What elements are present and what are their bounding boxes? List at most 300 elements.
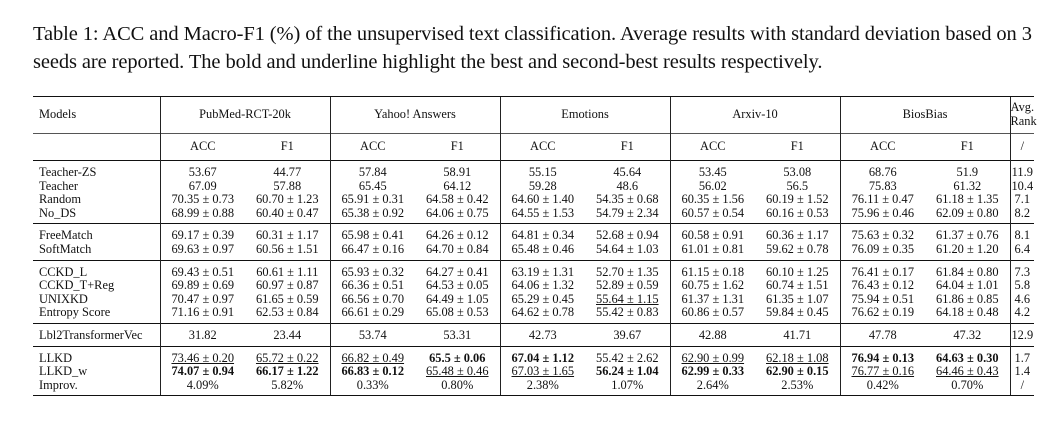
cell-value: 48.6 xyxy=(616,178,639,193)
cell-value: 61.20 ± 1.20 xyxy=(936,241,999,256)
avg-rank-cell: 10.4 xyxy=(1011,178,1034,193)
f1-cell xyxy=(245,346,330,365)
f1-cell xyxy=(585,293,670,307)
f1-cell xyxy=(415,224,500,243)
cell-value: 64.26 ± 0.12 xyxy=(425,228,489,243)
cell-value: 45.64 xyxy=(613,165,642,179)
avg-rank-header-line1: Avg. xyxy=(1010,100,1035,115)
f1-cell xyxy=(245,161,330,180)
table-row xyxy=(33,346,1034,365)
cell-value: 0.70% xyxy=(951,377,984,392)
model-name: SoftMatch xyxy=(39,241,92,256)
cell-value: 54.79 ± 2.34 xyxy=(596,205,659,220)
cell-value: 60.35 ± 1.56 xyxy=(681,192,745,207)
cell-value: 64.55 ± 1.53 xyxy=(511,205,575,220)
cell-value: 76.41 ± 0.17 xyxy=(851,264,915,279)
cell-value: 76.09 ± 0.35 xyxy=(851,241,915,256)
cell-value: 44.77 xyxy=(273,165,302,179)
cell-value: 65.5 ± 0.06 xyxy=(429,350,486,365)
cell-value: 47.78 xyxy=(868,327,897,342)
cell-value: 71.16 ± 0.91 xyxy=(171,305,235,320)
acc-cell xyxy=(500,306,585,323)
cell-value: 68.99 ± 0.88 xyxy=(171,205,235,220)
cell-value: 61.84 ± 0.80 xyxy=(936,264,999,279)
cell-value: 67.03 ± 1.65 xyxy=(511,364,575,379)
cell-value: 56.02 xyxy=(698,178,727,193)
f1-cell xyxy=(245,365,330,379)
acc-cell xyxy=(330,379,415,396)
cell-value: 66.47 ± 0.16 xyxy=(341,241,405,256)
f1-cell xyxy=(755,161,840,180)
f1-cell xyxy=(755,279,840,293)
acc-cell xyxy=(500,180,585,194)
table-row xyxy=(33,323,1034,346)
cell-value: 59.28 xyxy=(528,178,557,193)
acc-cell xyxy=(160,379,245,396)
cell-value: 64.06 ± 0.75 xyxy=(425,205,489,220)
f1-cell xyxy=(415,365,500,379)
cell-value: 61.86 ± 0.85 xyxy=(936,291,999,306)
acc-cell xyxy=(160,161,245,180)
f1-cell xyxy=(585,193,670,207)
cell-value: 76.43 ± 0.12 xyxy=(851,278,915,293)
cell-value: 56.5 xyxy=(786,178,809,193)
table-row xyxy=(33,306,1034,323)
cell-value: 61.15 ± 0.18 xyxy=(681,264,745,279)
cell-value: 62.99 ± 0.33 xyxy=(681,364,745,379)
acc-cell xyxy=(840,161,925,180)
f1-cell xyxy=(925,224,1010,243)
cell-value: 62.09 ± 0.80 xyxy=(936,205,999,220)
table-row xyxy=(33,379,1034,396)
acc-cell xyxy=(330,180,415,194)
cell-value: 57.84 xyxy=(358,165,387,179)
cell-value: 42.73 xyxy=(528,327,557,342)
f1-cell xyxy=(755,306,840,323)
model-name: Lbl2TransformerVec xyxy=(33,323,160,346)
model-name: Entropy Score xyxy=(39,305,111,320)
cell-value: 65.91 ± 0.31 xyxy=(341,192,405,207)
avg-rank-cell: 1.4 xyxy=(1010,365,1034,379)
acc-cell xyxy=(160,243,245,260)
f1-cell xyxy=(415,279,500,293)
metric-acc: ACC xyxy=(330,134,415,161)
cell-value: 2.53% xyxy=(781,377,814,392)
acc-cell xyxy=(840,293,925,307)
cell-value: 64.46 ± 0.43 xyxy=(936,364,999,379)
acc-cell xyxy=(670,207,755,224)
dataset-header: PubMed-RCT-20k xyxy=(160,97,330,134)
f1-cell xyxy=(925,243,1010,260)
dataset-header: Yahoo! Answers xyxy=(330,97,500,134)
metric-f1: F1 xyxy=(925,134,1010,161)
cell-value: 61.37 ± 0.76 xyxy=(936,228,999,243)
results-table xyxy=(33,96,1037,396)
cell-value: 64.53 ± 0.05 xyxy=(425,278,489,293)
f1-cell xyxy=(755,243,840,260)
cell-value: 23.44 xyxy=(273,327,302,342)
f1-cell xyxy=(755,193,840,207)
cell-value: 60.56 ± 1.51 xyxy=(255,241,319,256)
f1-cell xyxy=(245,260,330,279)
acc-cell xyxy=(160,260,245,279)
acc-cell xyxy=(500,365,585,379)
acc-cell xyxy=(160,365,245,379)
acc-cell xyxy=(840,346,925,365)
f1-cell xyxy=(585,180,670,194)
cell-value: 60.16 ± 0.53 xyxy=(766,205,829,220)
acc-cell xyxy=(840,180,925,194)
cell-value: 61.18 ± 1.35 xyxy=(936,192,999,207)
acc-cell xyxy=(330,260,415,279)
f1-cell xyxy=(585,161,670,180)
f1-cell xyxy=(925,323,1010,346)
model-name: CCKD_T+Reg xyxy=(39,278,115,293)
cell-value: 75.94 ± 0.51 xyxy=(851,291,915,306)
f1-cell xyxy=(755,323,840,346)
metric-f1: F1 xyxy=(415,134,500,161)
acc-cell xyxy=(330,224,415,243)
acc-cell xyxy=(840,207,925,224)
cell-value: 60.75 ± 1.62 xyxy=(681,278,745,293)
cell-value: 60.31 ± 1.17 xyxy=(255,228,319,243)
acc-cell xyxy=(160,279,245,293)
cell-value: 69.17 ± 0.39 xyxy=(171,228,235,243)
f1-cell xyxy=(415,180,500,194)
cell-value: 67.04 ± 1.12 xyxy=(511,350,575,365)
metric-f1: F1 xyxy=(755,134,840,161)
cell-value: 61.37 ± 1.31 xyxy=(681,291,745,306)
cell-value: 63.19 ± 1.31 xyxy=(511,264,575,279)
cell-value: 73.46 ± 0.20 xyxy=(171,350,235,365)
table-row xyxy=(33,279,1034,293)
dataset-header: Emotions xyxy=(500,97,670,134)
cell-value: 66.36 ± 0.51 xyxy=(341,278,405,293)
cell-value: 68.76 xyxy=(868,165,897,179)
cell-value: 65.72 ± 0.22 xyxy=(255,350,319,365)
cell-value: 51.9 xyxy=(956,165,979,179)
f1-cell xyxy=(925,207,1010,224)
acc-cell xyxy=(500,224,585,243)
cell-value: 4.09% xyxy=(186,377,219,392)
cell-value: 65.93 ± 0.32 xyxy=(341,264,405,279)
cell-value: 57.88 xyxy=(273,178,302,193)
cell-value: 0.42% xyxy=(866,377,899,392)
cell-value: 53.45 xyxy=(698,165,727,179)
f1-cell xyxy=(245,243,330,260)
metric-acc: ACC xyxy=(500,134,585,161)
f1-cell xyxy=(755,365,840,379)
acc-cell xyxy=(500,260,585,279)
f1-cell xyxy=(245,293,330,307)
f1-cell xyxy=(415,323,500,346)
cell-value: 60.97 ± 0.87 xyxy=(255,278,319,293)
avg-rank-cell: 7.1 xyxy=(1010,193,1034,207)
cell-value: 60.58 ± 0.91 xyxy=(681,228,745,243)
acc-cell xyxy=(840,193,925,207)
f1-cell xyxy=(925,180,1010,194)
avg-rank-sub: / xyxy=(1010,134,1034,161)
acc-cell xyxy=(160,193,245,207)
cell-value: 69.43 ± 0.51 xyxy=(171,264,235,279)
acc-cell xyxy=(160,224,245,243)
f1-cell xyxy=(585,379,670,396)
acc-cell xyxy=(670,346,755,365)
acc-cell xyxy=(330,306,415,323)
cell-value: 53.08 xyxy=(783,165,812,179)
f1-cell xyxy=(925,365,1010,379)
cell-value: 64.27 ± 0.41 xyxy=(425,264,489,279)
avg-rank-cell: 8.2 xyxy=(1010,207,1034,224)
acc-cell xyxy=(500,279,585,293)
table-row xyxy=(33,365,1034,379)
f1-cell xyxy=(925,379,1010,396)
avg-rank-cell: 12.9 xyxy=(1010,323,1034,346)
acc-cell xyxy=(500,207,585,224)
acc-cell xyxy=(840,224,925,243)
acc-cell xyxy=(330,365,415,379)
cell-value: 62.18 ± 1.08 xyxy=(766,350,829,365)
cell-value: 67.09 xyxy=(188,178,217,193)
cell-value: 75.63 ± 0.32 xyxy=(851,228,915,243)
table-row xyxy=(33,161,1034,180)
f1-cell xyxy=(925,279,1010,293)
cell-value: 61.35 ± 1.07 xyxy=(766,291,829,306)
cell-value: 64.81 ± 0.34 xyxy=(511,228,575,243)
cell-value: 39.67 xyxy=(613,327,642,342)
avg-rank-cell: 5.8 xyxy=(1010,279,1034,293)
cell-value: 61.65 ± 0.59 xyxy=(255,291,319,306)
cell-value: 66.56 ± 0.70 xyxy=(341,291,405,306)
acc-cell xyxy=(500,243,585,260)
cell-value: 65.48 ± 0.46 xyxy=(511,241,575,256)
acc-cell xyxy=(840,306,925,323)
f1-cell xyxy=(415,207,500,224)
acc-cell xyxy=(500,323,585,346)
f1-cell xyxy=(925,161,1010,180)
cell-value: 60.86 ± 0.57 xyxy=(681,305,745,320)
cell-value: 62.90 ± 0.15 xyxy=(766,364,829,379)
cell-value: 76.94 ± 0.13 xyxy=(851,350,915,365)
cell-value: 70.35 ± 0.73 xyxy=(171,192,235,207)
cell-value: 62.53 ± 0.84 xyxy=(255,305,319,320)
acc-cell xyxy=(160,306,245,323)
acc-cell xyxy=(500,293,585,307)
metric-f1: F1 xyxy=(585,134,670,161)
acc-cell xyxy=(670,293,755,307)
cell-value: 31.82 xyxy=(188,327,217,342)
metric-acc: ACC xyxy=(670,134,755,161)
acc-cell xyxy=(670,224,755,243)
cell-value: 2.38% xyxy=(526,377,559,392)
metric-f1: F1 xyxy=(245,134,330,161)
acc-cell xyxy=(500,346,585,365)
f1-cell xyxy=(585,224,670,243)
acc-cell xyxy=(840,260,925,279)
model-name: UNIXKD xyxy=(39,291,88,306)
avg-rank-cell: 4.2 xyxy=(1010,306,1034,323)
acc-cell xyxy=(160,207,245,224)
acc-cell xyxy=(160,323,245,346)
f1-cell xyxy=(925,193,1010,207)
avg-rank-cell: / xyxy=(1010,379,1034,396)
f1-cell xyxy=(245,279,330,293)
cell-value: 53.74 xyxy=(358,327,387,342)
cell-value: 64.04 ± 1.01 xyxy=(936,278,999,293)
avg-rank-header-line2: Rank xyxy=(1010,114,1037,128)
f1-cell xyxy=(245,323,330,346)
models-header: Models xyxy=(33,97,160,134)
acc-cell xyxy=(670,365,755,379)
f1-cell xyxy=(755,293,840,307)
acc-cell xyxy=(670,243,755,260)
f1-cell xyxy=(415,243,500,260)
avg-rank-cell: 11.9 xyxy=(1010,161,1034,180)
cell-value: 76.77 ± 0.16 xyxy=(851,364,915,379)
f1-cell xyxy=(415,306,500,323)
cell-value: 61.32 xyxy=(953,178,982,193)
cell-value: 53.31 xyxy=(443,327,472,342)
table-row xyxy=(33,260,1034,279)
avg-rank-cell: 4.6 xyxy=(1010,293,1034,307)
table-row xyxy=(33,207,1034,224)
cell-value: 60.74 ± 1.51 xyxy=(766,278,829,293)
cell-value: 65.38 ± 0.92 xyxy=(341,205,405,220)
acc-cell xyxy=(670,379,755,396)
cell-value: 55.64 ± 1.15 xyxy=(596,291,659,306)
f1-cell xyxy=(925,260,1010,279)
acc-cell xyxy=(670,306,755,323)
cell-value: 76.11 ± 0.47 xyxy=(851,192,914,207)
acc-cell xyxy=(160,293,245,307)
cell-value: 61.01 ± 0.81 xyxy=(681,241,745,256)
cell-value: 64.18 ± 0.48 xyxy=(936,305,999,320)
table-row xyxy=(33,224,1034,243)
f1-cell xyxy=(585,279,670,293)
acc-cell xyxy=(330,279,415,293)
acc-cell xyxy=(840,365,925,379)
acc-cell xyxy=(330,293,415,307)
f1-cell xyxy=(415,161,500,180)
acc-cell xyxy=(160,180,245,194)
cell-value: 59.62 ± 0.78 xyxy=(766,241,829,256)
f1-cell xyxy=(585,243,670,260)
acc-cell xyxy=(330,193,415,207)
acc-cell xyxy=(500,379,585,396)
cell-value: 60.19 ± 1.52 xyxy=(766,192,829,207)
acc-cell xyxy=(840,279,925,293)
table-row xyxy=(33,180,1034,194)
cell-value: 64.06 ± 1.32 xyxy=(511,278,575,293)
cell-value: 52.68 ± 0.94 xyxy=(596,228,659,243)
cell-value: 0.80% xyxy=(441,377,474,392)
cell-value: 60.36 ± 1.17 xyxy=(766,228,829,243)
f1-cell xyxy=(245,180,330,194)
acc-cell xyxy=(330,346,415,365)
cell-value: 76.62 ± 0.19 xyxy=(851,305,915,320)
acc-cell xyxy=(330,161,415,180)
cell-value: 1.07% xyxy=(611,377,644,392)
f1-cell xyxy=(755,379,840,396)
acc-cell xyxy=(330,323,415,346)
cell-value: 65.45 xyxy=(358,178,387,193)
f1-cell xyxy=(755,180,840,194)
f1-cell xyxy=(925,346,1010,365)
cell-value: 64.70 ± 0.84 xyxy=(425,241,489,256)
table-row xyxy=(33,243,1034,260)
model-name: FreeMatch xyxy=(33,224,160,243)
f1-cell xyxy=(415,193,500,207)
cell-value: 60.10 ± 1.25 xyxy=(766,264,829,279)
cell-value: 55.42 ± 2.62 xyxy=(596,350,659,365)
cell-value: 60.57 ± 0.54 xyxy=(681,205,745,220)
cell-value: 69.63 ± 0.97 xyxy=(171,241,235,256)
f1-cell xyxy=(585,346,670,365)
model-name: Teacher-ZS xyxy=(33,161,160,180)
f1-cell xyxy=(245,193,330,207)
cell-value: 54.64 ± 1.03 xyxy=(596,241,659,256)
cell-value: 75.83 xyxy=(868,178,897,193)
acc-cell xyxy=(840,323,925,346)
acc-cell xyxy=(670,279,755,293)
f1-cell xyxy=(245,379,330,396)
cell-value: 2.64% xyxy=(696,377,729,392)
avg-rank-cell: 1.7 xyxy=(1010,346,1034,365)
model-name: LLKD xyxy=(33,346,160,365)
cell-value: 64.63 ± 0.30 xyxy=(936,350,999,365)
model-name: No_DS xyxy=(39,205,77,220)
model-name: Teacher xyxy=(39,178,79,193)
acc-cell xyxy=(500,161,585,180)
cell-value: 65.29 ± 0.45 xyxy=(511,291,575,306)
metric-acc: ACC xyxy=(160,134,245,161)
cell-value: 70.47 ± 0.97 xyxy=(171,291,235,306)
f1-cell xyxy=(755,346,840,365)
cell-value: 74.07 ± 0.94 xyxy=(171,364,235,379)
f1-cell xyxy=(755,260,840,279)
metric-row xyxy=(33,134,1034,161)
cell-value: 59.84 ± 0.45 xyxy=(766,305,829,320)
cell-value: 75.96 ± 0.46 xyxy=(851,205,915,220)
cell-value: 52.70 ± 1.35 xyxy=(596,264,659,279)
model-name: CCKD_L xyxy=(33,260,160,279)
cell-value: 58.91 xyxy=(443,165,472,179)
avg-rank-cell: 6.4 xyxy=(1010,243,1034,260)
cell-value: 60.61 ± 1.11 xyxy=(256,264,319,279)
cell-value: 65.48 ± 0.46 xyxy=(425,364,489,379)
model-name: Improv. xyxy=(33,379,160,396)
model-name: Random xyxy=(39,192,81,207)
blank-cell xyxy=(33,134,160,161)
f1-cell xyxy=(585,306,670,323)
f1-cell xyxy=(755,207,840,224)
cell-value: 60.40 ± 0.47 xyxy=(255,205,319,220)
acc-cell xyxy=(160,346,245,365)
dataset-header: BiosBias xyxy=(840,97,1010,134)
f1-cell xyxy=(755,224,840,243)
cell-value: 60.70 ± 1.23 xyxy=(255,192,319,207)
cell-value: 66.61 ± 0.29 xyxy=(341,305,405,320)
f1-cell xyxy=(585,260,670,279)
acc-cell xyxy=(670,260,755,279)
cell-value: 41.71 xyxy=(783,327,812,342)
table-row xyxy=(33,193,1034,207)
f1-cell xyxy=(415,260,500,279)
f1-cell xyxy=(415,293,500,307)
cell-value: 53.67 xyxy=(188,165,217,179)
acc-cell xyxy=(670,161,755,180)
f1-cell xyxy=(415,379,500,396)
